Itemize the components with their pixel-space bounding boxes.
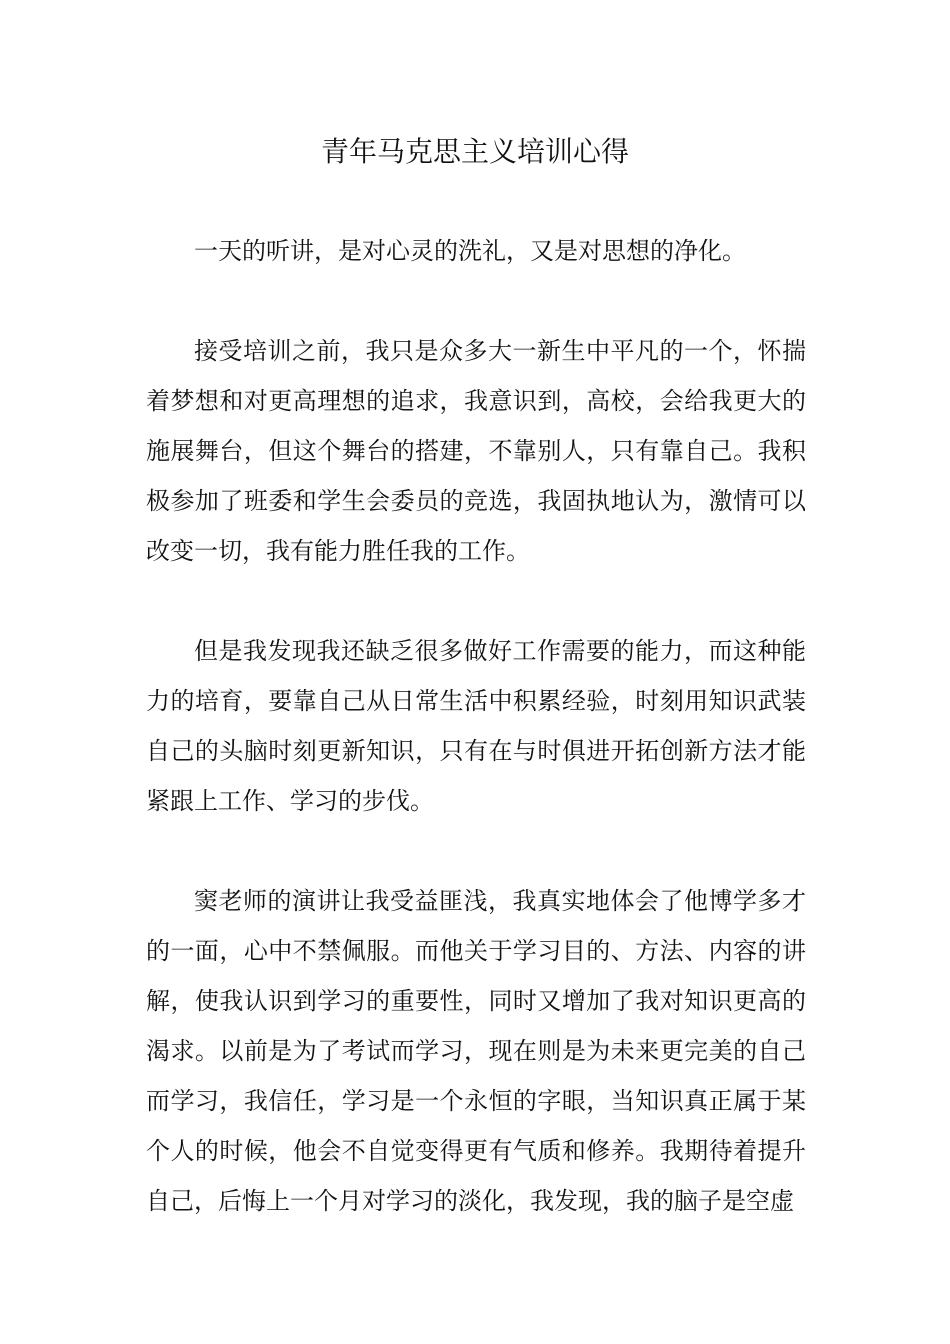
paragraph-2: 接受培训之前，我只是众多大一新生中平凡的一个，怀揣着梦想和对更高理想的追求，我意识到，高校，会给我更大的施展舞台，但这个舞台的搭建，不靠别人，只有靠自己。我积极参加了班委和学生会委员的竞选，我固执地认为，激情可以改变一切，我有能力胜任我的工作。	[146, 337, 806, 565]
document-body	[146, 226, 806, 1276]
paragraph-4: 窦老师的演讲让我受益匪浅，我真实地体会了他博学多才的一面，心中不禁佩服。而他关于学习目的、方法、内容的讲解，使我认识到学习的重要性，同时又增加了我对知识更高的渴求。以前是为了考试而学习，现在则是为未来更完美的自己而学习，我信任，学习是一个永恒的字眼，当知识真正属于某个人的时候，他会不自觉变得更有气质和修养。我期待着提升自己，后悔上一个月对学习的淡化，我发现，我的脑子是空虚	[146, 887, 806, 1215]
paragraph-3: 但是我发现我还缺乏很多做好工作需要的能力，而这种能力的培育，要靠自己从日常生活中积累经验，时刻用知识武装自己的头脑时刻更新知识，只有在与时俱进开拓创新方法才能紧跟上工作、学习的步伐。	[146, 637, 806, 815]
document-title: 青年马克思主义培训心得	[320, 135, 629, 168]
paragraph-1: 一天的听讲，是对心灵的洗礼，又是对思想的净化。	[194, 237, 746, 265]
